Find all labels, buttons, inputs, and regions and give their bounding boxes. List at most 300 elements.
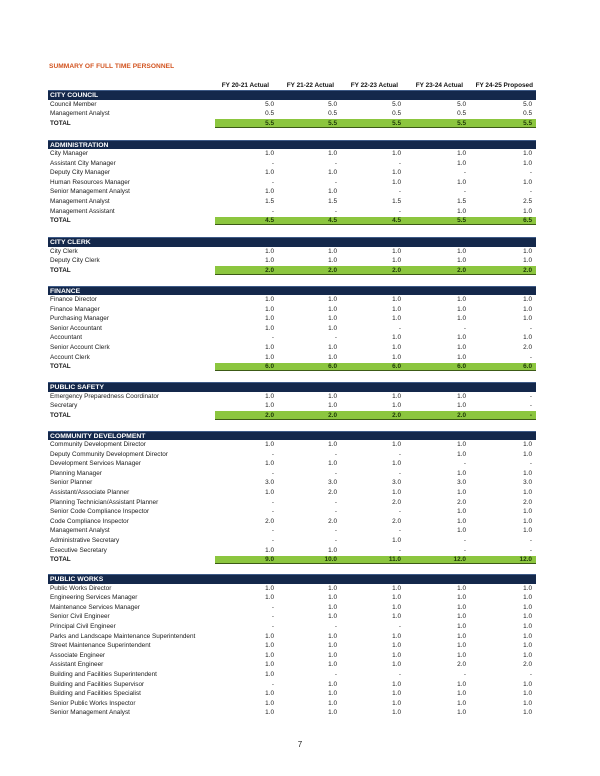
- position-label: Administrative Secretary: [50, 537, 120, 545]
- table-row: [48, 584, 536, 594]
- fte-value: -: [463, 460, 466, 468]
- fte-value: 1.0: [523, 527, 532, 535]
- section-header: FINANCE: [48, 286, 536, 296]
- fte-value: -: [529, 670, 532, 678]
- position-label: Emergency Preparedness Coordinator: [50, 392, 160, 400]
- fte-value: 5.0: [265, 100, 274, 108]
- fte-value: 0.5: [328, 110, 337, 118]
- fte-value: 1.0: [265, 584, 274, 592]
- table-row: [48, 353, 536, 363]
- position-label: Management Analyst: [50, 527, 110, 535]
- fte-value: 1.0: [265, 594, 274, 602]
- fte-value: 1.0: [523, 622, 532, 630]
- table-row: [48, 333, 536, 343]
- fte-value: 1.0: [265, 460, 274, 468]
- fte-value: 1.0: [392, 613, 401, 621]
- position-label: Senior Management Analyst: [50, 188, 130, 196]
- table-row: [48, 507, 536, 517]
- table-row: [48, 178, 536, 188]
- fte-value: 1.0: [392, 489, 401, 497]
- fte-value: 1.0: [523, 603, 532, 611]
- fte-value: 1.0: [392, 344, 401, 352]
- fte-value: 5.0: [523, 100, 532, 108]
- position-label: Community Development Director: [50, 441, 146, 449]
- fte-value: -: [334, 207, 337, 215]
- fte-value: 5.5: [457, 119, 466, 127]
- fte-value: 2.0: [392, 517, 401, 525]
- fte-value: 1.0: [392, 353, 401, 361]
- fte-value: 1.0: [328, 651, 337, 659]
- fte-value: -: [271, 622, 274, 630]
- table-row: [48, 256, 536, 266]
- fte-value: 4.5: [392, 217, 401, 225]
- fte-value: 1.0: [392, 392, 401, 400]
- fte-value: 0.5: [523, 110, 532, 118]
- total-row: [48, 411, 536, 421]
- fte-value: 1.0: [328, 315, 337, 323]
- fte-value: 6.0: [392, 363, 401, 371]
- fte-value: 1.0: [328, 247, 337, 255]
- position-label: Senior Account Clerk: [50, 344, 110, 352]
- column-header-fy23-24: FY 23-24 Actual: [415, 82, 463, 89]
- fte-value: 1.0: [392, 632, 401, 640]
- fte-value: 1.0: [328, 296, 337, 304]
- fte-value: 1.0: [392, 699, 401, 707]
- fte-value: 2.0: [523, 661, 532, 669]
- document-title: SUMMARY OF FULL TIME PERSONNEL: [49, 63, 175, 70]
- table-row: [48, 324, 536, 334]
- fte-value: 1.0: [265, 257, 274, 265]
- fte-value: 2.0: [457, 661, 466, 669]
- position-label: Senior Accountant: [50, 324, 102, 332]
- fte-value: 6.0: [265, 363, 274, 371]
- fte-value: 1.0: [523, 296, 532, 304]
- fte-value: 1.0: [328, 150, 337, 158]
- section-public-works: [48, 574, 536, 718]
- total-row: [48, 216, 536, 226]
- fte-value: -: [334, 334, 337, 342]
- total-label: TOTAL: [50, 411, 71, 419]
- fte-value: 2.0: [457, 411, 466, 419]
- fte-value: 1.0: [523, 178, 532, 186]
- total-label: TOTAL: [50, 363, 71, 371]
- fte-value: 1.0: [328, 584, 337, 592]
- table-row: [48, 526, 536, 536]
- position-label: Executive Secretary: [50, 546, 107, 554]
- fte-value: 1.0: [392, 305, 401, 313]
- position-label: Accountant: [50, 334, 82, 342]
- fte-value: 1.0: [392, 460, 401, 468]
- fte-value: 2.0: [265, 266, 274, 274]
- position-label: Senior Civil Engineer: [50, 613, 110, 621]
- fte-value: 2.0: [328, 517, 337, 525]
- total-label: TOTAL: [50, 119, 71, 127]
- position-label: Engineering Services Manager: [50, 594, 138, 602]
- fte-value: 1.0: [328, 699, 337, 707]
- fte-value: 1.0: [523, 441, 532, 449]
- fte-value: 1.0: [328, 632, 337, 640]
- fte-value: 1.0: [265, 441, 274, 449]
- position-label: Senior Public Works Inspector: [50, 699, 136, 707]
- table-row: [48, 343, 536, 353]
- fte-value: 1.0: [392, 315, 401, 323]
- position-label: Secretary: [50, 402, 78, 410]
- fte-value: 1.0: [328, 324, 337, 332]
- fte-value: -: [271, 334, 274, 342]
- fte-value: 1.0: [328, 642, 337, 650]
- fte-value: 5.0: [457, 100, 466, 108]
- fte-value: -: [463, 169, 466, 177]
- fte-value: 1.0: [457, 613, 466, 621]
- position-label: Human Resources Manager: [50, 178, 130, 186]
- fte-value: 1.0: [457, 247, 466, 255]
- fte-value: 1.0: [265, 324, 274, 332]
- fte-value: 1.0: [523, 651, 532, 659]
- section-header: PUBLIC WORKS: [48, 574, 536, 584]
- position-label: City Clerk: [50, 247, 78, 255]
- fte-value: 1.0: [328, 603, 337, 611]
- fte-value: 1.0: [457, 257, 466, 265]
- fte-value: 1.0: [523, 584, 532, 592]
- table-row: [48, 149, 536, 159]
- fte-value: 1.0: [457, 334, 466, 342]
- position-label: Council Member: [50, 100, 97, 108]
- total-label: TOTAL: [50, 217, 71, 225]
- table-row: [48, 641, 536, 651]
- fte-value: 1.0: [392, 661, 401, 669]
- fte-value: 4.5: [328, 217, 337, 225]
- position-label: Account Clerk: [50, 353, 90, 361]
- fte-value: 2.0: [392, 498, 401, 506]
- fte-value: 1.0: [392, 680, 401, 688]
- fte-value: -: [398, 188, 401, 196]
- position-label: Building and Facilities Supervisor: [50, 680, 145, 688]
- table-row: [48, 632, 536, 642]
- fte-value: 1.0: [392, 247, 401, 255]
- fte-value: 5.5: [328, 119, 337, 127]
- fte-value: -: [463, 188, 466, 196]
- fte-value: -: [271, 450, 274, 458]
- fte-value: -: [334, 622, 337, 630]
- fte-value: 1.0: [392, 709, 401, 717]
- fte-value: 1.0: [265, 632, 274, 640]
- table-row: [48, 247, 536, 257]
- fte-value: 1.0: [328, 257, 337, 265]
- fte-value: -: [334, 498, 337, 506]
- fte-value: 1.0: [328, 613, 337, 621]
- position-label: Management Analyst: [50, 198, 110, 206]
- total-row: [48, 362, 536, 372]
- fte-value: 1.0: [265, 402, 274, 410]
- fte-value: -: [334, 527, 337, 535]
- section-public-safety: [48, 382, 536, 420]
- fte-value: 3.0: [457, 479, 466, 487]
- fte-value: 2.0: [523, 498, 532, 506]
- fte-value: 1.0: [457, 207, 466, 215]
- fte-value: 1.0: [265, 699, 274, 707]
- fte-value: 2.5: [523, 198, 532, 206]
- position-label: Planning Manager: [50, 469, 102, 477]
- total-label: TOTAL: [50, 556, 71, 564]
- fte-value: 1.0: [328, 690, 337, 698]
- fte-value: 1.0: [328, 344, 337, 352]
- position-label: Maintenance Services Manager: [50, 603, 140, 611]
- table-row: [48, 603, 536, 613]
- fte-value: 1.0: [523, 489, 532, 497]
- fte-value: 1.5: [265, 198, 274, 206]
- fte-value: 1.5: [328, 198, 337, 206]
- fte-value: 1.0: [328, 661, 337, 669]
- section-community-development: [48, 431, 536, 565]
- position-label: Street Maintenance Superintendent: [50, 642, 151, 650]
- section-administration: [48, 140, 536, 226]
- fte-value: 3.0: [392, 479, 401, 487]
- table-row: [48, 660, 536, 670]
- position-label: Senior Planner: [50, 479, 93, 487]
- position-label: Deputy Community Development Director: [50, 450, 168, 458]
- fte-value: 1.0: [265, 661, 274, 669]
- position-label: Public Works Director: [50, 584, 112, 592]
- fte-value: 1.0: [457, 353, 466, 361]
- fte-value: -: [398, 546, 401, 554]
- fte-value: 1.0: [392, 178, 401, 186]
- fte-value: -: [529, 353, 532, 361]
- fte-value: 0.5: [265, 110, 274, 118]
- fte-value: 2.0: [457, 266, 466, 274]
- fte-value: 2.0: [265, 411, 274, 419]
- fte-value: 1.0: [523, 517, 532, 525]
- table-row: [48, 670, 536, 680]
- table-row: [48, 401, 536, 411]
- fte-value: 1.0: [457, 584, 466, 592]
- position-label: Building and Facilities Superintendent: [50, 670, 157, 678]
- fte-value: 3.0: [265, 479, 274, 487]
- fte-value: 2.0: [457, 498, 466, 506]
- position-label: Finance Manager: [50, 305, 100, 313]
- fte-value: 1.0: [523, 594, 532, 602]
- fte-value: 1.0: [457, 651, 466, 659]
- position-label: Building and Facilities Specialist: [50, 690, 141, 698]
- table-row: [48, 314, 536, 324]
- fte-value: 1.0: [457, 489, 466, 497]
- fte-value: 5.5: [457, 217, 466, 225]
- table-row: [48, 478, 536, 488]
- fte-value: -: [334, 670, 337, 678]
- fte-value: 1.0: [265, 642, 274, 650]
- fte-value: 1.0: [265, 247, 274, 255]
- table-row: [48, 536, 536, 546]
- fte-value: -: [334, 178, 337, 186]
- fte-value: 2.0: [392, 411, 401, 419]
- fte-value: 3.0: [328, 479, 337, 487]
- fte-value: 2.0: [328, 266, 337, 274]
- fte-value: 1.0: [457, 469, 466, 477]
- fte-value: -: [529, 392, 532, 400]
- fte-value: 1.0: [328, 188, 337, 196]
- position-label: Assistant City Manager: [50, 159, 116, 167]
- fte-value: 1.0: [457, 508, 466, 516]
- fte-value: 1.0: [457, 699, 466, 707]
- fte-value: -: [463, 670, 466, 678]
- fte-value: 5.5: [265, 119, 274, 127]
- fte-value: 1.0: [265, 188, 274, 196]
- fte-value: 1.0: [392, 296, 401, 304]
- fte-value: 1.0: [265, 690, 274, 698]
- fte-value: 1.0: [265, 651, 274, 659]
- fte-value: -: [529, 546, 532, 554]
- total-label: TOTAL: [50, 266, 71, 274]
- fte-value: 1.0: [523, 613, 532, 621]
- fte-value: -: [398, 159, 401, 167]
- fte-value: 1.0: [457, 642, 466, 650]
- fte-value: -: [398, 469, 401, 477]
- fte-value: 1.0: [265, 546, 274, 554]
- table-row: [48, 699, 536, 709]
- fte-value: 1.0: [328, 594, 337, 602]
- fte-value: 1.0: [457, 392, 466, 400]
- total-row: [48, 119, 536, 129]
- table-row: [48, 546, 536, 556]
- table-row: [48, 187, 536, 197]
- position-label: Management Assistant: [50, 207, 115, 215]
- fte-value: 1.0: [457, 594, 466, 602]
- fte-value: 1.0: [392, 150, 401, 158]
- fte-value: 2.0: [328, 489, 337, 497]
- column-header-fy20-21: FY 20-21 Actual: [221, 82, 269, 89]
- fte-value: 6.5: [523, 217, 532, 225]
- position-label: Principal Civil Engineer: [50, 622, 116, 630]
- fte-value: 1.0: [392, 690, 401, 698]
- fte-value: -: [529, 324, 532, 332]
- total-row: [48, 266, 536, 276]
- fte-value: 1.0: [523, 159, 532, 167]
- fte-value: 5.5: [392, 119, 401, 127]
- fte-value: -: [529, 411, 532, 419]
- fte-value: 1.0: [457, 632, 466, 640]
- table-row: [48, 459, 536, 469]
- fte-value: 1.0: [328, 353, 337, 361]
- fte-value: 1.0: [523, 709, 532, 717]
- fte-value: 9.0: [265, 556, 274, 564]
- table-row: [48, 517, 536, 527]
- position-label: Management Analyst: [50, 110, 110, 118]
- fte-value: 1.0: [523, 699, 532, 707]
- fte-value: 1.0: [523, 642, 532, 650]
- fte-value: 1.0: [457, 315, 466, 323]
- fte-value: 1.0: [457, 690, 466, 698]
- fte-value: 12.0: [453, 556, 466, 564]
- fte-value: -: [334, 159, 337, 167]
- fte-value: -: [271, 613, 274, 621]
- fte-value: 5.0: [328, 100, 337, 108]
- fte-value: 6.0: [457, 363, 466, 371]
- fte-value: 1.0: [523, 315, 532, 323]
- table-row: [48, 469, 536, 479]
- fte-value: 1.0: [523, 469, 532, 477]
- table-row: [48, 168, 536, 178]
- fte-value: 5.0: [392, 100, 401, 108]
- fte-value: 4.5: [265, 217, 274, 225]
- fte-value: 1.5: [457, 198, 466, 206]
- fte-value: 1.0: [392, 651, 401, 659]
- fte-value: 1.0: [457, 517, 466, 525]
- fte-value: 2.0: [328, 411, 337, 419]
- table-row: [48, 450, 536, 460]
- table-row: [48, 708, 536, 718]
- fte-value: 1.0: [457, 344, 466, 352]
- fte-value: -: [334, 537, 337, 545]
- fte-value: 6.0: [523, 363, 532, 371]
- fte-value: 1.0: [265, 344, 274, 352]
- fte-value: 1.0: [523, 690, 532, 698]
- fte-value: 2.0: [392, 266, 401, 274]
- table-row: [48, 305, 536, 315]
- fte-value: 11.0: [388, 556, 401, 564]
- fte-value: 1.0: [392, 402, 401, 410]
- fte-value: -: [271, 178, 274, 186]
- position-label: Senior Code Compliance Inspector: [50, 508, 150, 516]
- fte-value: 2.0: [523, 266, 532, 274]
- fte-value: 1.0: [328, 460, 337, 468]
- total-row: [48, 555, 536, 565]
- fte-value: 1.0: [392, 441, 401, 449]
- fte-value: 1.0: [328, 169, 337, 177]
- fte-value: -: [271, 508, 274, 516]
- fte-value: 1.0: [457, 441, 466, 449]
- fte-value: 1.0: [523, 680, 532, 688]
- fte-value: -: [271, 527, 274, 535]
- fte-value: -: [334, 469, 337, 477]
- fte-value: -: [398, 450, 401, 458]
- position-label: Purchasing Manager: [50, 315, 109, 323]
- fte-value: 1.0: [392, 584, 401, 592]
- fte-value: -: [271, 537, 274, 545]
- fte-value: -: [529, 460, 532, 468]
- fte-value: -: [463, 537, 466, 545]
- table-row: [48, 680, 536, 690]
- fte-value: -: [334, 508, 337, 516]
- fte-value: 1.0: [457, 402, 466, 410]
- fte-value: 2.0: [265, 517, 274, 525]
- section-header: CITY CLERK: [48, 237, 536, 247]
- table-row: [48, 392, 536, 402]
- section-finance: [48, 286, 536, 372]
- fte-value: 1.0: [523, 257, 532, 265]
- fte-value: 0.5: [392, 110, 401, 118]
- position-label: Parks and Landscape Maintenance Superintendent: [50, 632, 196, 640]
- fte-value: 1.0: [523, 508, 532, 516]
- fte-value: 1.0: [523, 450, 532, 458]
- fte-value: 1.0: [392, 603, 401, 611]
- fte-value: 1.0: [457, 680, 466, 688]
- fte-value: 0.5: [457, 110, 466, 118]
- section-header: COMMUNITY DEVELOPMENT: [48, 431, 536, 441]
- fte-value: 1.0: [457, 527, 466, 535]
- fte-value: -: [271, 498, 274, 506]
- table-row: [48, 109, 536, 119]
- fte-value: 12.0: [519, 556, 532, 564]
- fte-value: 1.0: [328, 709, 337, 717]
- fte-value: 1.0: [392, 169, 401, 177]
- fte-value: -: [529, 188, 532, 196]
- table-row: [48, 498, 536, 508]
- fte-value: 1.0: [265, 169, 274, 177]
- table-row: [48, 159, 536, 169]
- fte-value: 1.0: [265, 392, 274, 400]
- fte-value: 1.0: [457, 159, 466, 167]
- fte-value: -: [398, 670, 401, 678]
- fte-value: 3.0: [523, 479, 532, 487]
